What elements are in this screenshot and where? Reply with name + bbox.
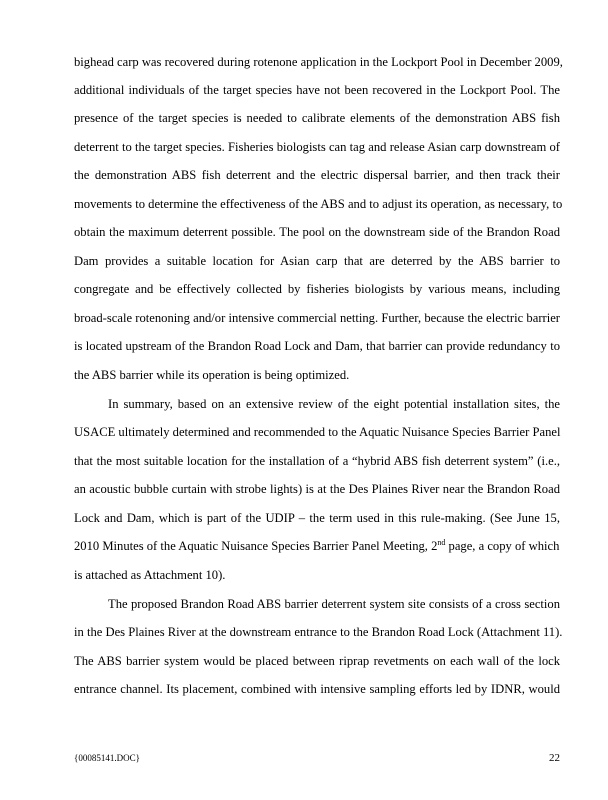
- body-line: broad-scale rotenoning and/or intensive commercial netting. Further, because the electric barrier: [74, 311, 560, 325]
- body-line: deterrent to the target species. Fisheries biologists can tag and release Asian carp downstream of: [74, 140, 560, 154]
- body-line: obtain the maximum deterrent possible. The pool on the downstream side of the Brandon Road: [74, 225, 560, 239]
- body-line: is attached as Attachment 10).: [74, 568, 226, 582]
- body-line: bighead carp was recovered during rotenone application in the Lockport Pool in December 2009,: [74, 55, 563, 69]
- footer-doc-id: {00085141.DOC}: [74, 753, 140, 763]
- body-line: presence of the target species is needed to calibrate elements of the demonstration ABS fish: [74, 111, 560, 125]
- body-line: the ABS barrier while its operation is being optimized.: [74, 368, 350, 382]
- body-line: movements to determine the effectiveness of the ABS and to adjust its operation, as necessary, to: [74, 197, 563, 211]
- superscript: nd: [437, 537, 446, 547]
- body-line: the demonstration ABS fish deterrent and the electric dispersal barrier, and then track their: [74, 168, 560, 182]
- body-line: an acoustic bubble curtain with strobe lights) is at the Des Plaines River near the Brandon Road: [74, 482, 560, 496]
- body-line: [74, 538, 560, 554]
- body-line: USACE ultimately determined and recommended to the Aquatic Nuisance Species Barrier Panel: [74, 425, 561, 439]
- body-line: entrance channel. Its placement, combined with intensive sampling efforts led by IDNR, would: [74, 682, 560, 696]
- body-line: Lock and Dam, which is part of the UDIP – the term used in this rule-making. (See June 15,: [74, 511, 560, 525]
- body-line: in the Des Plaines River at the downstream entrance to the Brandon Road Lock (Attachment 11).: [74, 625, 563, 639]
- body-line: In summary, based on an extensive review of the eight potential installation sites, the: [108, 397, 560, 411]
- page-number: 22: [549, 752, 560, 764]
- body-line: The ABS barrier system would be placed between riprap revetments on each wall of the lock: [74, 654, 560, 668]
- body-line: The proposed Brandon Road ABS barrier deterrent system site consists of a cross section: [108, 597, 560, 611]
- body-line: additional individuals of the target species have not been recovered in the Lockport Pool. The: [74, 83, 560, 97]
- body-line: that the most suitable location for the installation of a “hybrid ABS fish deterrent system” (i.e.,: [74, 454, 560, 468]
- body-line-part: 2010 Minutes of the Aquatic Nuisance Species Barrier Panel Meeting, 2: [74, 539, 438, 553]
- body-line: is located upstream of the Brandon Road Lock and Dam, that barrier can provide redundancy to: [74, 339, 560, 353]
- body-line: Dam provides a suitable location for Asian carp that are deterred by the ABS barrier to: [74, 254, 560, 268]
- body-line-part: page, a copy of which: [445, 539, 560, 553]
- body-line: congregate and be effectively collected by fisheries biologists by various means, including: [74, 282, 560, 296]
